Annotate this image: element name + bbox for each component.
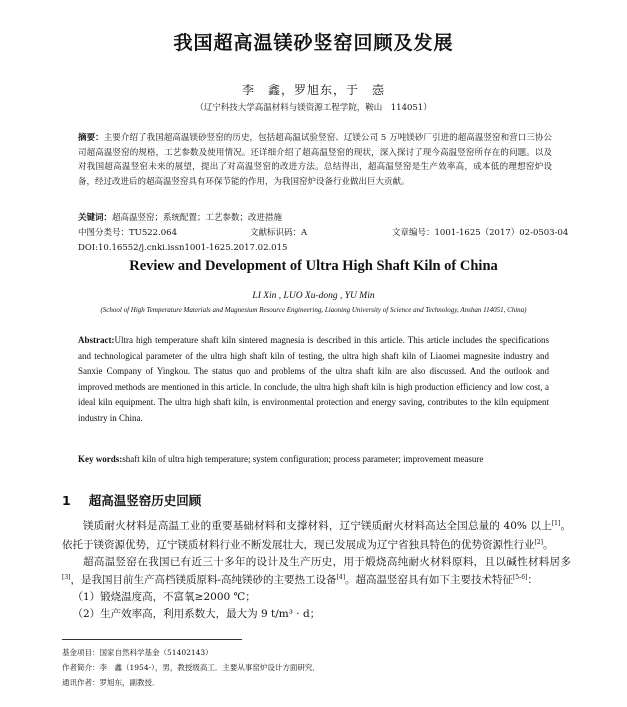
- text-run: 超高温竖窑在我国已有近三十多年的设计及生产历史，用于煅烧高纯耐火材料原料，且以碱性材料居多: [83, 555, 571, 568]
- section-number: 1: [62, 493, 71, 508]
- english-authors: LI Xin , LUO Xu-dong , YU Min: [252, 291, 375, 301]
- english-keywords-label: Key words:: [78, 454, 123, 464]
- chinese-abstract: [78, 131, 552, 189]
- chinese-affiliation: （辽宁科技大学高温材料与镁资源工程学院，鞍山 114051）: [195, 103, 432, 113]
- body-paragraph: [62, 554, 571, 590]
- english-affiliation: (School of High Temperature Materials and Magnesium Resource Engineering, Liaoning University of Science and Technology, Anshan 114051, China): [100, 306, 527, 314]
- chinese-authors: 李 鑫，罗旭东，于 悫: [241, 83, 385, 97]
- article-number: 文章编号：1001-1625（2017）02-0503-04: [392, 228, 569, 238]
- english-abstract-text: Ultra high temperature shaft kiln sintered magnesia is described in this article. This article includes the specifications and technological parameter of the ultra high shaft kiln of testing, the ultra high shaft kiln of Liaomei magnesite industry and Sanxie Company of Yingkou. The status quo and problems of the ultra shaft kiln are also discussed. And the outlook and improved methods are mentioned in this article. In conclude, the ultra high shaft kiln is high production efficiency and low cost, a ideal kiln equipment. The ultra high shaft kiln, is environmental protection and energy saving, contributes to the kiln equipment industry in China.: [78, 335, 549, 423]
- text-run: 。依托于镁资源优势，辽宁镁质材料行业不断发展壮大，现已发展成为辽宁省独具特色的优势资源性行业: [62, 520, 572, 551]
- citation[interactable]: [2]: [534, 538, 543, 546]
- chinese-keywords-label: 关键词：: [78, 213, 113, 223]
- body-paragraph: [62, 516, 571, 554]
- citation[interactable]: [4]: [336, 574, 346, 582]
- section-title: 超高温竖窑历史回顾: [88, 493, 202, 508]
- doi: DOI:10.16552/j.cnki.issn1001-1625.2017.02.015: [78, 243, 288, 253]
- chinese-keywords-text: 超高温竖窑；系统配置；工艺参数；改进措施: [112, 213, 283, 223]
- footnote-divider: [62, 639, 242, 640]
- text-run: ：: [527, 574, 538, 587]
- document-code: 文献标识码：A: [250, 228, 308, 238]
- list-item: （2）生产效率高，利用系数大，最大为 9 t/m³ · d；: [72, 607, 321, 620]
- clc-number: 中图分类号：TU522.064: [78, 228, 177, 238]
- citation[interactable]: [5-6]: [513, 574, 528, 582]
- text-run: 。: [543, 538, 554, 551]
- chinese-keywords: [78, 211, 282, 223]
- english-abstract-label: Abstract:: [78, 335, 115, 345]
- footnote-fund: 基金项目：国家自然科学基金（51402143）: [62, 648, 213, 657]
- section-body: [62, 516, 571, 623]
- citation[interactable]: [1]: [551, 520, 561, 527]
- footnotes: [62, 645, 562, 690]
- list-item: （1）锻烧温度高，不富氧≥2000 ℃；: [72, 591, 256, 604]
- footnote-author: 作者简介：李 鑫（1954-），男，教授级高工．主要从事窑炉设计方面研究．: [62, 663, 320, 672]
- chinese-title: 我国超高温镁砂竖窑回顾及发展: [173, 32, 454, 54]
- footnote-contact: 通讯作者：罗旭东，副教授．: [62, 678, 160, 687]
- citation[interactable]: [3]: [62, 574, 71, 582]
- text-run: ，是我国目前生产高档镁质原料-高纯镁砂的主要热工设备: [70, 574, 337, 587]
- text-run: 镁质耐火材料是高温工业的重要基础材料和支撑材料，辽宁镁质耐火材料高达全国总量的 40% 以上: [83, 520, 552, 532]
- text-run: 。超高温竖窑具有如下主要技术特征: [345, 574, 514, 587]
- english-abstract: [78, 333, 549, 427]
- section-heading: [62, 491, 201, 509]
- chinese-abstract-text: 主要介绍了我国超高温镁砂竖窑的历史，包括超高温试验竖窑、辽镁公司 5 万吨镁砂厂引进的超高温竖窑和营口三协公司超高温竖窑的规格，工艺参数及使用情况。还详细介绍了超高温竖窑的现状，深入探讨了现今高温竖窑所存在的问题。以及对我国超高温竖窑未来的展望，提出了对高温竖窑的改进方法。总结得出，超高温竖窑是生产效率高，成本低的理想窑炉设备，经过改进后的超高温竖窑具有环保节能的作用，为我国窑炉设备行业做出巨大贡献。: [78, 133, 552, 187]
- english-title: Review and Development of Ultra High Shaft Kiln of China: [129, 258, 498, 274]
- english-keywords: [78, 452, 549, 468]
- chinese-abstract-label: 摘要：: [78, 133, 104, 143]
- english-keywords-text: shaft kiln of ultra high temperature; system configuration; process parameter; improvement measure: [122, 454, 484, 464]
